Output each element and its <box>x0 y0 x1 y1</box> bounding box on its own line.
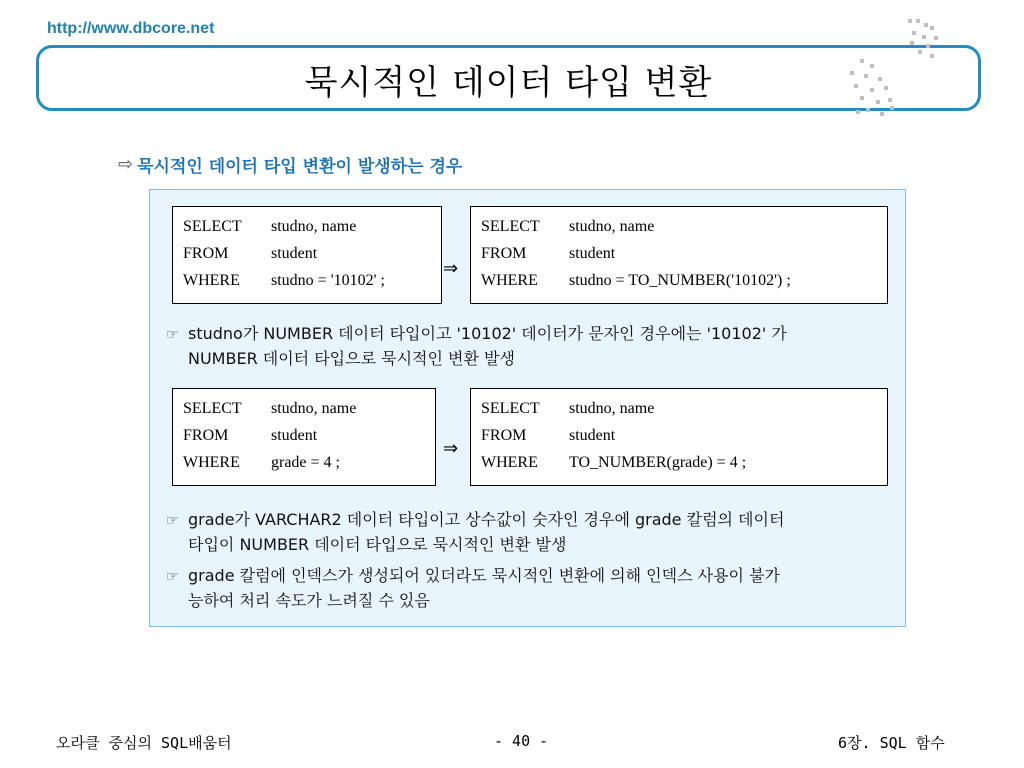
section-heading <box>118 152 462 177</box>
section-heading-text: 묵시적인 데이터 타입 변환이 발생하는 경우 <box>137 157 463 177</box>
code-line: FROM student <box>183 427 318 444</box>
note-example-1: ☞ studno가 NUMBER 데이터 타입이고 '10102' 데이터가 문자인 경우에는 '10102' 가 NUMBER 데이터 타입으로 묵시적인 변환 발생 <box>166 324 787 368</box>
code-line: WHERE TO_NUMBER(grade) = 4 ; <box>481 454 747 471</box>
page-title: 묵시적인 데이터 타입 변환 <box>304 63 713 103</box>
code-line: WHERE studno = TO_NUMBER('10102') ; <box>481 272 791 289</box>
implies-arrow-icon: ⇒ <box>443 258 459 279</box>
code-line: FROM student <box>481 427 616 444</box>
arrow-right-icon: ⇨ <box>118 154 134 175</box>
code-line: SELECT studno, name <box>481 400 655 417</box>
code-line: SELECT studno, name <box>481 218 655 235</box>
site-url: http://www.dbcore.net <box>47 20 215 37</box>
code-line: SELECT studno, name <box>183 400 357 417</box>
sql-box-original-1 <box>172 206 442 304</box>
code-line: WHERE grade = 4 ; <box>183 454 340 471</box>
note-example-2a: ☞ grade가 VARCHAR2 데이터 타입이고 상수값이 숫자인 경우에 grade 칼럼의 데이터 타입이 NUMBER 데이터 타입으로 묵시적인 변환 발생 <box>166 510 785 554</box>
decorative-dots-icon <box>830 14 990 134</box>
note-example-2b: ☞ grade 칼럼에 인덱스가 생성되어 있더라도 묵시적인 변환에 의해 인덱스 사용이 불가 능하여 처리 속도가 느려질 수 있음 <box>166 566 780 610</box>
sql-box-converted-1 <box>470 206 888 304</box>
code-line: FROM student <box>481 245 616 262</box>
code-line: FROM student <box>183 245 318 262</box>
implies-arrow-icon: ⇒ <box>443 438 459 459</box>
footer-page-number: - 40 - <box>494 732 549 750</box>
sql-box-original-2 <box>172 388 436 486</box>
code-line: SELECT studno, name <box>183 218 357 235</box>
content-panel <box>149 189 906 627</box>
footer-book-title: 오라클 중심의 SQL배움터 <box>56 734 232 752</box>
pointing-hand-icon: ☞ <box>166 513 179 529</box>
sql-box-converted-2 <box>470 388 888 486</box>
code-line: WHERE studno = '10102' ; <box>183 272 385 289</box>
pointing-hand-icon: ☞ <box>166 569 179 585</box>
pointing-hand-icon: ☞ <box>166 327 179 343</box>
footer-chapter: 6장. SQL 함수 <box>838 734 945 752</box>
